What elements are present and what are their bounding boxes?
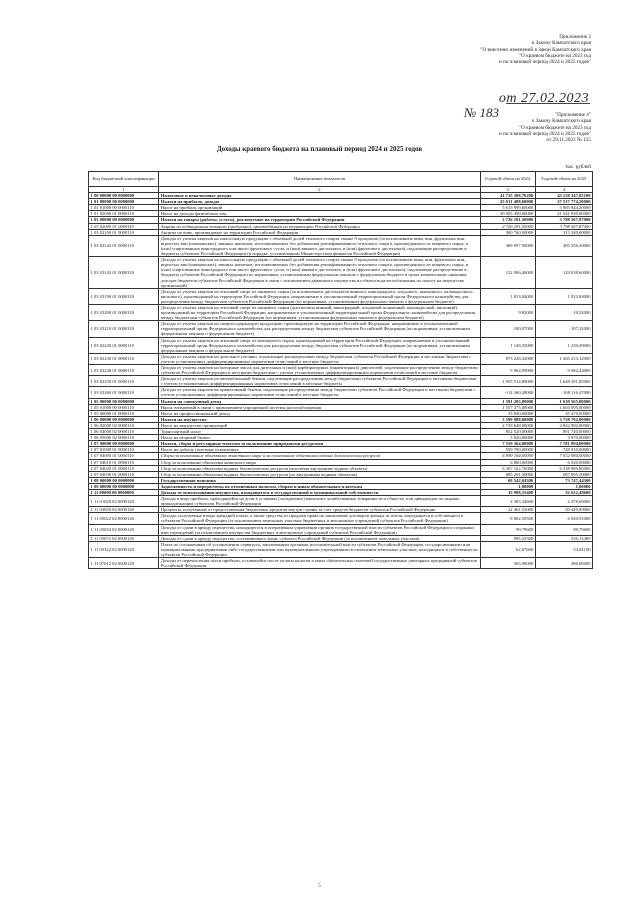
row-code: 1 03 02142 01 0000110 bbox=[89, 235, 159, 256]
row-code: 1 07 04020 01 0000110 bbox=[89, 465, 159, 471]
row-value-2025: 21 541 930,00000 bbox=[535, 211, 592, 217]
row-value-2024: 6 999 164,00000 bbox=[480, 453, 535, 459]
header-code: Код бюджетной классификации bbox=[89, 172, 159, 187]
row-value-2024: 365,00000 bbox=[480, 558, 535, 569]
row-code: 1 03 00000 00 0000000 bbox=[89, 217, 159, 223]
row-value-2024: 2 383,34600 bbox=[480, 496, 535, 507]
table-row bbox=[89, 376, 593, 387]
row-value-2024: -114 360,28000 bbox=[480, 387, 535, 398]
row-value-2025: 891 740,00000 bbox=[535, 429, 592, 435]
row-value-2025: 495 556,30000 bbox=[535, 235, 592, 256]
row-code: 1 07 04010 01 0000110 bbox=[89, 459, 159, 465]
row-value-2024: 1,00000 bbox=[480, 483, 535, 489]
revenue-table bbox=[88, 171, 593, 569]
row-name: Налог на прибыль организаций bbox=[159, 205, 480, 211]
row-code: 1 07 04000 01 0000110 bbox=[89, 453, 159, 459]
row-value-2024: 6 307 162,70000 bbox=[480, 465, 535, 471]
table-row bbox=[89, 353, 593, 364]
row-value-2025: 7 781 894,00000 bbox=[535, 441, 592, 447]
row-value-2024: 3 589 988,00000 bbox=[480, 416, 535, 422]
table-row bbox=[89, 453, 593, 459]
table-row bbox=[89, 535, 593, 541]
row-value-2024: 5 615 999,60000 bbox=[480, 205, 535, 211]
table-row bbox=[89, 235, 593, 256]
row-code: 1 03 02260 01 0000110 bbox=[89, 387, 159, 398]
row-value-2025: -168 116,47000 bbox=[535, 387, 592, 398]
row-value-2024: 33 830,00000 bbox=[480, 410, 535, 416]
colnum-4: 4 bbox=[535, 187, 592, 193]
row-value-2024: 685 201,30000 bbox=[480, 471, 535, 477]
table-row bbox=[89, 524, 593, 535]
row-value-2025: 129 838,60000 bbox=[535, 257, 592, 289]
row-code: 1 03 02000 01 0000110 bbox=[89, 223, 159, 229]
row-value-2024: 8 002,50500 bbox=[480, 513, 535, 524]
row-code: 1 08 00000 00 0000000 bbox=[89, 477, 159, 483]
table-row bbox=[89, 304, 593, 320]
table-row bbox=[89, 513, 593, 524]
stamp-underline bbox=[506, 103, 590, 104]
row-value-2025: 1 604 095,00000 bbox=[535, 404, 592, 410]
units-label: тыс. рублей bbox=[565, 164, 591, 170]
table-row bbox=[89, 257, 593, 289]
row-value-2025: 54,04100 bbox=[535, 541, 592, 557]
row-value-2025: 45 128 347,85100 bbox=[535, 193, 592, 199]
row-name: Налог на добычу полезных ископаемых bbox=[159, 447, 480, 453]
header-line: от 29.11.2022 № 155 bbox=[546, 137, 591, 144]
row-value-2025: 6 920,00000 bbox=[535, 459, 592, 465]
header-2024: Годовой объем на 2024 bbox=[480, 172, 535, 187]
row-value-2024: 100,07000 bbox=[480, 321, 535, 337]
row-code: 1 03 02250 01 0000110 bbox=[89, 376, 159, 387]
row-code: 1 06 02000 02 0000110 bbox=[89, 422, 159, 428]
row-value-2024: 20 005 499,00000 bbox=[480, 211, 535, 217]
row-name: Доходы от уплаты акцизов на этиловый спирт из пищевого сырья (за исключением дистиллятов винного, виноградного, плодового, коньячного, кальвадосного, вискового), производимый на территории Российской Федерации, направляемые в уполномоченный территориальный орган Федерального казначейства для распределения между бюджетами субъектов Российской Федерации (по нормативам, установленным федеральным законом о федеральном бюджете) bbox=[159, 288, 480, 304]
document-title: Доходы краевого бюджета на плановый период 2024 и 2025 годов bbox=[216, 145, 423, 153]
row-code: 1 11 05032 02 0000120 bbox=[89, 524, 159, 535]
row-name: Налоги на имущество bbox=[159, 416, 480, 422]
row-value-2024: 6 800,00000 bbox=[480, 459, 535, 465]
row-code: 1 09 00000 00 0000000 bbox=[89, 483, 159, 489]
row-code: 1 06 00000 00 0000000 bbox=[89, 416, 159, 422]
row-name: Сбор за пользование объектами водных биологических ресурсов (исключая внутренние водные объекты) bbox=[159, 465, 480, 471]
row-name: Налог на имущество организаций bbox=[159, 422, 480, 428]
row-value-2024: 7 559 364,00000 bbox=[480, 441, 535, 447]
row-name: Доходы от сдачи в аренду имущества, составляющего казну субъекта Российской Федерации (за исключением земельных участков) bbox=[159, 535, 480, 541]
table-body bbox=[89, 193, 593, 569]
row-value-2024: 122 906,40000 bbox=[480, 257, 535, 289]
row-code: 1 06 05000 02 0000110 bbox=[89, 435, 159, 441]
row-value-2025: 526,13400 bbox=[535, 535, 592, 541]
header-line: и на плановый период 2024 и 2025 годов" bbox=[499, 59, 591, 66]
row-code: 1 05 06000 01 0000110 bbox=[89, 410, 159, 416]
row-code: 1 01 01000 00 0000110 bbox=[89, 205, 159, 211]
header-top-block bbox=[480, 34, 591, 65]
row-code: 1 05 01000 00 0000110 bbox=[89, 404, 159, 410]
row-value-2025: 1 365 213,12000 bbox=[535, 353, 592, 364]
header-line: "Приложение 4" bbox=[555, 112, 591, 118]
row-value-2024: 68 542,04300 bbox=[480, 477, 535, 483]
row-value-2025: 3 970,00000 bbox=[535, 435, 592, 441]
row-name: Доходы в виде прибыли, приходящейся на доли в уставных (складочных) капиталах хозяйственных товариществ и обществ, или дивидендов по акциям, принадлежащим субъектам Российской Федерации bbox=[159, 496, 480, 507]
row-code: 1 11 05022 02 0000120 bbox=[89, 513, 159, 524]
header-line: к Закону Камчатского края bbox=[531, 118, 591, 125]
row-value-2024: 62,67600 bbox=[480, 541, 535, 557]
table-row bbox=[89, 496, 593, 507]
row-value-2024: 469 097,90000 bbox=[480, 235, 535, 256]
row-value-2025: 748 910,00000 bbox=[535, 447, 592, 453]
row-code: 1 11 05322 02 0000120 bbox=[89, 541, 159, 557]
row-code: 1 07 01000 01 0000110 bbox=[89, 447, 159, 453]
row-name: Налоги на товары (работы, услуги), реализуемые на территории Российской Федерации bbox=[159, 217, 480, 223]
header-name: Наименование показателя bbox=[159, 172, 480, 187]
row-value-2025: 6 940,91000 bbox=[535, 513, 592, 524]
row-name: Доходы от уплаты акцизов на автомобильный бензин, подлежащие распределению между бюджетами субъектов Российской Федерации и местными бюджетами с учетом установленных дифференцированных нормативов отчислений в местные бюджеты bbox=[159, 376, 480, 387]
header-line: "О краевом бюджете на 2023 год bbox=[518, 124, 591, 131]
row-name: Сборы за пользование объектами животного мира и за пользование объектами водных биологических ресурсов bbox=[159, 453, 480, 459]
table-row bbox=[89, 507, 593, 513]
row-value-2025: 315 340,00000 bbox=[535, 229, 592, 235]
row-name: Доходы от уплаты акцизов на спиртосодержащую продукцию, производимую на территории Российской Федерации, направляемые в уполномоченный территориальный орган Федерального казначейства для распределения между бюджетами субъектов Российской Федерации (по нормативам, установленным федеральным законом о федеральном бюджете) bbox=[159, 321, 480, 337]
row-name: Доходы, получаемые в виде арендной платы, а также средства от продажи права на заключение договоров аренды за земли, находящиеся в собственности субъектов Российской Федерации (за исключением земельных участков бюджетных и автономных учреждений субъектов Российской Федерации) bbox=[159, 513, 480, 524]
row-value-2024: 1 557 375,00000 bbox=[480, 404, 535, 410]
row-code: 1 11 07012 02 0000120 bbox=[89, 558, 159, 569]
row-name: Акцизы на пиво, производимое на территории Российской Федерации bbox=[159, 229, 480, 235]
page-number: 5 bbox=[318, 884, 321, 889]
row-code: 1 11 03020 02 0000120 bbox=[89, 507, 159, 513]
row-value-2025: 3 738 792,00000 bbox=[535, 416, 592, 422]
row-name: Доходы от уплаты акцизов на прямогонный бензин, подлежащие распределению между бюджетами субъектов Российской Федерации и местными бюджетами с учетом установленных дифференцированных нормативов отчислений в местные бюджеты bbox=[159, 387, 480, 398]
row-value-2024: 2 733 648,00000 bbox=[480, 422, 535, 428]
row-name: Доходы от уплаты акцизов на дизельное топливо, подлежащие распределению между бюджетами субъектов Российской Федерации и местными бюджетами с учетом установленных дифференцированных нормативов отчислений в местные бюджеты bbox=[159, 353, 480, 364]
row-value-2025: 1 913,84000 bbox=[535, 288, 592, 304]
row-name: Налоги на совокупный доход bbox=[159, 398, 480, 404]
row-name: Доходы от перечисления части прибыли, остающейся после уплаты налогов и иных обязательных платежей государственных унитарных предприятий субъектов Российской Федерации bbox=[159, 558, 480, 569]
header-line: "О внесении изменений в Закон Камчатского края bbox=[480, 46, 591, 53]
row-name: Налог на игорный бизнес bbox=[159, 435, 480, 441]
row-name: Доходы от уплаты акцизов на этиловый спирт из пищевого сырья (дистилляты винный, виноградный, плодовый, коньячный, кальвадосный, висковый), производимый на территории Российской Федерации, направляемые в уполномоченный территориальный орган Федерального казначейства для распределения между бюджетами субъектов Российской Федерации (по нормативам, установленным федеральным законом о федеральном бюджете) bbox=[159, 304, 480, 320]
row-value-2024: 1 055 514,89000 bbox=[480, 376, 535, 387]
row-code: 1 06 04000 02 0000110 bbox=[89, 429, 159, 435]
row-name: Доходы от использования имущества, находящегося в государственной и муниципальной собственности bbox=[159, 489, 480, 495]
table-row bbox=[89, 223, 593, 229]
row-code: 1 03 02100 01 0000110 bbox=[89, 229, 159, 235]
table-row bbox=[89, 288, 593, 304]
row-name: Транспортный налог bbox=[159, 429, 480, 435]
row-name: Доходы от уплаты акцизов на алкогольную продукцию с объемной долей этилового спирта свыше 9 процентов (за исключением пива, вин, фруктовых вин, игристых вин (шампанских), винных напитков, изготавливаемых без добавления ректификованного этилового спирта, произведенного из пищевого сырья, и (или) спиртованных виноградного или иного фруктового сусла, и (или) винного дистиллята, и (или) фруктового дистиллята), подлежащие распределению в бюджеты субъектов Российской Федерации (в порядке, установленном Министерством финансов Российской Федерации) bbox=[159, 235, 480, 256]
row-value-2025: 3 798 567,87000 bbox=[535, 217, 592, 223]
row-code: 1 03 02200 01 0000110 bbox=[89, 304, 159, 320]
colnum-1: 1 bbox=[89, 187, 159, 193]
row-value-2024: 1 591 205,00000 bbox=[480, 398, 535, 404]
row-code: 1 05 00000 00 0000000 bbox=[89, 398, 159, 404]
row-code: 1 03 02240 01 0000110 bbox=[89, 365, 159, 376]
row-value-2025: 380,00000 bbox=[535, 558, 592, 569]
row-value-2025: 32 622,48600 bbox=[535, 489, 592, 495]
row-value-2025: 1 639 565,00000 bbox=[535, 398, 592, 404]
row-value-2024: 35 998,55400 bbox=[480, 489, 535, 495]
row-value-2025: 3 798 567,87000 bbox=[535, 223, 592, 229]
row-code: 1 03 02230 01 0000110 bbox=[89, 353, 159, 364]
colnum-3: 3 bbox=[480, 187, 535, 193]
row-code: 1 03 02143 01 0000110 bbox=[89, 257, 159, 289]
stamp-date: от 27.02.2023 bbox=[498, 91, 589, 106]
row-name: Плата по соглашениям об установлении сервитута, заключенным органами исполнительной власти субъектов Российской Федерации, государственными или муниципальными предприятиями либо государственными или муниципальными учреждениями в отношении земельных участков, находящихся в собственности субъектов Российской Федерации bbox=[159, 541, 480, 557]
row-name: Налог на профессиональный доход bbox=[159, 410, 480, 416]
header-annex-block bbox=[499, 112, 591, 143]
row-name: Доходы от уплаты акцизов на алкогольную продукцию с объемной долей этилового спирта свыше 9 процентов (за исключением пива, вин, фруктовых вин, игристых вин (шампанских), винных напитков, изготавливаемых без добавления ректификованного этилового спирта, произведенного из пищевого сырья, и (или) спиртованных виноградного или иного фруктового сусла, и (или) винного дистиллята, и (или) фруктового дистиллята), подлежащие распределению в бюджеты субъектов Российской Федерации (по нормативам, установленным федеральным законом о федеральном бюджете в целях компенсации снижения доходов бюджетов субъектов Российской Федерации в связи с исключением движимого имущества из объектов налогообложения по налогу на имущество организаций) bbox=[159, 257, 480, 289]
row-value-2025: 99,79600 bbox=[535, 524, 592, 535]
header-2025: Годовой объем на 2025 bbox=[535, 172, 592, 187]
row-value-2025: 73 747,44300 bbox=[535, 477, 592, 483]
row-code: 1 11 01020 02 0000120 bbox=[89, 496, 159, 507]
row-value-2025: 1 648 391,85000 bbox=[535, 376, 592, 387]
row-code: 1 11 00000 00 0000000 bbox=[89, 489, 159, 495]
table-row bbox=[89, 337, 593, 353]
row-value-2024: 995,33300 bbox=[480, 535, 535, 541]
row-name: Сбор за пользование объектами животного мира bbox=[159, 459, 480, 465]
row-value-2024: 873 226,32000 bbox=[480, 353, 535, 364]
table-row bbox=[89, 217, 593, 223]
row-code: 1 07 04030 01 0000110 bbox=[89, 471, 159, 477]
row-code: 1 03 02190 01 0000110 bbox=[89, 288, 159, 304]
row-name: Государственная пошлина bbox=[159, 477, 480, 483]
row-code: 1 11 05072 02 0000120 bbox=[89, 535, 159, 541]
table-row bbox=[89, 541, 593, 557]
row-value-2025: 2 478,68000 bbox=[535, 496, 592, 507]
row-code: 1 03 02210 01 0000110 bbox=[89, 321, 159, 337]
table-row bbox=[89, 489, 593, 495]
row-code: 1 00 00000 00 0000000 bbox=[89, 193, 159, 199]
table-header-row bbox=[89, 172, 593, 187]
row-value-2025: 6 338 969,80000 bbox=[535, 465, 592, 471]
row-value-2024: 25 631 498,60000 bbox=[480, 199, 535, 205]
row-value-2024: 99,79600 bbox=[480, 524, 535, 535]
header-line: "О краевом бюджете на 2023 год bbox=[518, 52, 591, 59]
row-value-2024: 9,82000 bbox=[480, 304, 535, 320]
row-value-2025: 9 082,44000 bbox=[535, 365, 592, 376]
row-value-2025: 27 537 774,20000 bbox=[535, 199, 592, 205]
row-value-2024: 1 148,35000 bbox=[480, 337, 535, 353]
row-value-2025: 1,00000 bbox=[535, 483, 592, 489]
row-code: 1 01 02000 01 0000110 bbox=[89, 211, 159, 217]
row-name: Доходы от уплаты акцизов на этиловый спирт из непищевого сырья, производимый на территории Российской Федерации, направляемые в уполномоченный территориальный орган Федерального казначейства для распределения между бюджетами субъектов Российской Федерации (по нормативам, установленным федеральным законом о федеральном бюджете) bbox=[159, 337, 480, 353]
header-line: и на плановый период 2024 и 2025 годов" bbox=[499, 130, 591, 137]
stamp-number: № 183 bbox=[464, 105, 500, 120]
row-value-2024: 41 735 308,76200 bbox=[480, 193, 535, 199]
row-value-2024: 5 964,99000 bbox=[480, 365, 535, 376]
row-name: Задолженность и перерасчеты по отмененным налогам, сборам и иным обязательным платежам bbox=[159, 483, 480, 489]
row-name: Налоги на прибыль, доходы bbox=[159, 199, 480, 205]
row-name: Сбор за пользование объектами водных биологических ресурсов (по внутренним водным объектам) bbox=[159, 471, 480, 477]
row-value-2024: 22 461,52000 bbox=[480, 507, 535, 513]
table-row bbox=[89, 558, 593, 569]
row-value-2024: 559 700,00000 bbox=[480, 447, 535, 453]
row-value-2024: 3 820,00000 bbox=[480, 435, 535, 441]
table-row bbox=[89, 465, 593, 471]
table-row bbox=[89, 471, 593, 477]
row-name: Доходы от сдачи в аренду имущества, находящегося в оперативном управлении органов государственной власти субъектов Российской Федерации и созданных ими учреждений (за исключением имущества бюджетных и автономных учреждений субъектов Российской Федерации) bbox=[159, 524, 480, 535]
row-value-2025: 7 032 984,00000 bbox=[535, 453, 592, 459]
colnum-2: 2 bbox=[159, 187, 480, 193]
row-name: Доходы от уплаты акцизов на моторные масла для дизельных и (или) карбюраторных (инжекторных) двигателей, подлежащие распределению между бюджетами субъектов Российской Федерации и местными бюджетами с учетом установленных дифференцированных нормативов отчислений в местные бюджеты bbox=[159, 365, 480, 376]
row-name: Налог, взимаемый в связи с применением упрощенной системы налогообложения bbox=[159, 404, 480, 410]
row-value-2025: 35 470,00000 bbox=[535, 410, 592, 416]
row-value-2025: 5 985 844,20000 bbox=[535, 205, 592, 211]
table-row bbox=[89, 365, 593, 376]
row-code: 1 03 02220 01 0000110 bbox=[89, 337, 159, 353]
row-code: 1 01 00000 00 0000000 bbox=[89, 199, 159, 205]
row-value-2025: 10,52000 bbox=[535, 304, 592, 320]
row-value-2024: 852 520,00000 bbox=[480, 429, 535, 435]
row-name: Проценты, полученные от предоставления бюджетных кредитов внутри страны за счет средств бюджетов субъектов Российской Федерации bbox=[159, 507, 480, 513]
header-line: к Закону Камчатского края bbox=[531, 40, 591, 47]
row-name: Налоги, сборы и регулярные платежи за пользование природными ресурсами bbox=[159, 441, 480, 447]
row-value-2025: 687 095,20000 bbox=[535, 471, 592, 477]
row-name: Акцизы по подакцизным товарам (продукции), производимым на территории Российской Федерации bbox=[159, 223, 480, 229]
table-row bbox=[89, 321, 593, 337]
header-line: Приложение 2 bbox=[559, 34, 591, 40]
row-value-2025: 107,22000 bbox=[535, 321, 592, 337]
row-code: 1 07 00000 00 0000000 bbox=[89, 441, 159, 447]
row-value-2024: 1 813,04000 bbox=[480, 288, 535, 304]
row-value-2025: 2 842 992,00000 bbox=[535, 422, 592, 428]
row-value-2024: 2 726 181,50000 bbox=[480, 217, 535, 223]
row-value-2025: 1 230,49000 bbox=[535, 337, 592, 353]
row-value-2024: 2 726 181,50000 bbox=[480, 223, 535, 229]
row-name: Налог на доходы физических лиц bbox=[159, 211, 480, 217]
row-name: Налоговые и неналоговые доходы bbox=[159, 193, 480, 199]
row-value-2024: 300 760,00000 bbox=[480, 229, 535, 235]
table-row bbox=[89, 387, 593, 398]
row-value-2025: 20 449,89000 bbox=[535, 507, 592, 513]
